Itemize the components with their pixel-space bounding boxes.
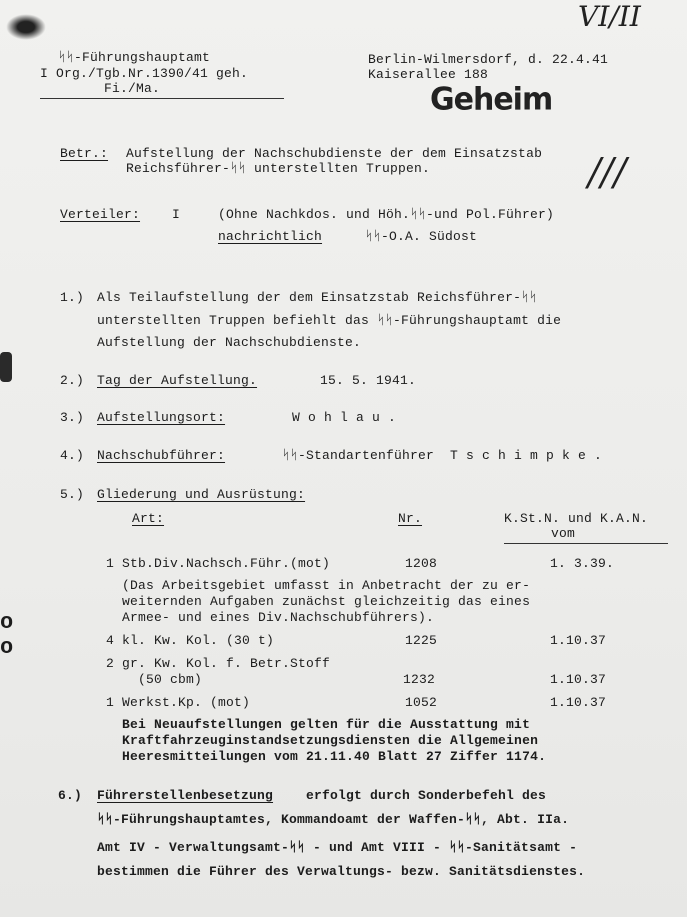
table-header-rule <box>504 543 668 544</box>
subject-label: Betr.: <box>60 146 109 161</box>
table-header-vom: vom <box>551 526 576 541</box>
point-1-number: 1.) <box>60 290 85 305</box>
distribution-label: Verteiler: <box>60 207 141 222</box>
header-rule <box>40 98 284 99</box>
point-6-number: 6.) <box>58 788 83 803</box>
table-row-1-note-3: Armee- und eines Div.Nachschubführers). <box>122 610 435 625</box>
note-line-3: Heeresmitteilungen vom 21.11.40 Blatt 27 Ziffer 1174. <box>122 749 547 764</box>
edge-ink-blot <box>0 352 12 382</box>
distribution-info-label: nachrichtlich <box>218 229 323 244</box>
subject-line-1: Aufstellung der Nachschubdienste der dem Einsatzstab <box>126 146 543 161</box>
distribution-recipients: (Ohne Nachkdos. und Höh.ᛋᛋ-und Pol.Führer) <box>218 207 555 222</box>
point-1-line-1: Als Teilaufstellung der dem Einsatzstab Reichsführer-ᛋᛋ <box>97 290 538 305</box>
header-place-date: Berlin-Wilmersdorf, d. 22.4.41 <box>368 52 609 67</box>
table-header-nr: Nr. <box>398 511 423 526</box>
table-header-art: Art: <box>132 511 165 526</box>
point-6-line-4: bestimmen die Führer des Verwaltungs- bezw. Sanitätsdienstes. <box>97 864 586 879</box>
point-2-value: 15. 5. 1941. <box>320 373 417 388</box>
point-4-label: Nachschubführer: <box>97 448 226 463</box>
point-6-label: Führerstellenbesetzung <box>97 788 274 803</box>
punch-hole-mark <box>6 14 46 40</box>
point-2-number: 2.) <box>60 373 85 388</box>
point-5-number: 5.) <box>60 487 85 502</box>
table-row-2-nr: 1225 <box>405 633 438 648</box>
table-row-4-nr: 1052 <box>405 695 438 710</box>
point-6-line-2: ᛋᛋ-Führungshauptamtes, Kommandoamt der Waffen-ᛋᛋ, Abt. IIa. <box>97 812 570 827</box>
table-row-1-note-2: weiternden Aufgaben zunächst gleichzeitig das eines <box>122 594 531 609</box>
point-1-line-2: unterstellten Truppen befiehlt das ᛋᛋ-Führungshauptamt die <box>97 313 562 328</box>
table-row-1-nr: 1208 <box>405 556 438 571</box>
note-line-2: Kraftfahrzeuginstandsetzungsdiensten die Allgemeinen <box>122 733 539 748</box>
point-6-line-3: Amt IV - Verwaltungsamt-ᛋᛋ - und Amt VIII - ᛋᛋ-Sanitätsamt - <box>97 840 578 855</box>
point-3-number: 3.) <box>60 410 85 425</box>
point-5-label: Gliederung und Ausrüstung: <box>97 487 306 502</box>
edge-fragment: o o <box>0 610 14 660</box>
table-row-2-date: 1.10.37 <box>550 633 607 648</box>
distribution-level: I <box>172 207 181 222</box>
table-row-4-date: 1.10.37 <box>550 695 607 710</box>
table-row-1-art: 1 Stb.Div.Nachsch.Führ.(mot) <box>106 556 331 571</box>
table-row-1-date: 1. 3.39. <box>550 556 615 571</box>
distribution-info-recipient: ᛋᛋ-O.A. Südost <box>365 229 478 244</box>
header-address: Kaiserallee 188 <box>368 67 489 82</box>
handwritten-slashes: /// <box>588 150 627 194</box>
table-row-3-art: 2 gr. Kw. Kol. f. Betr.Stoff <box>106 656 331 671</box>
point-4-number: 4.) <box>60 448 85 463</box>
secret-stamp: Geheim <box>430 81 553 118</box>
header-ref: I Org./Tgb.Nr.1390/41 geh. <box>40 66 249 81</box>
handwritten-mark-top-right: VI/II <box>578 0 641 33</box>
point-4-value: ᛋᛋ-Standartenführer T s c h i m p k e . <box>282 448 603 463</box>
note-line-1: Bei Neuaufstellungen gelten für die Ausstattung mit <box>122 717 531 732</box>
point-3-label: Aufstellungsort: <box>97 410 226 425</box>
table-row-3-nr: 1232 <box>403 672 436 687</box>
subject-line-2: Reichsführer-ᛋᛋ unterstellten Truppen. <box>126 161 431 176</box>
point-3-value: W o h l a u . <box>292 410 397 425</box>
header-office: ᛋᛋ-Führungshauptamt <box>58 50 211 65</box>
table-row-4-art: 1 Werkst.Kp. (mot) <box>106 695 251 710</box>
header-initials: Fi./Ma. <box>104 81 161 96</box>
table-row-3-date: 1.10.37 <box>550 672 607 687</box>
table-row-3-art-2: (50 cbm) <box>138 672 203 687</box>
point-6-line-1-rest: erfolgt durch Sonderbefehl des <box>306 788 547 803</box>
point-2-label: Tag der Aufstellung. <box>97 373 258 388</box>
point-1-line-3: Aufstellung der Nachschubdienste. <box>97 335 362 350</box>
table-row-2-art: 4 kl. Kw. Kol. (30 t) <box>106 633 275 648</box>
table-row-1-note-1: (Das Arbeitsgebiet umfasst in Anbetracht der zu er- <box>122 578 531 593</box>
table-header-kstn: K.St.N. und K.A.N. <box>504 511 649 526</box>
